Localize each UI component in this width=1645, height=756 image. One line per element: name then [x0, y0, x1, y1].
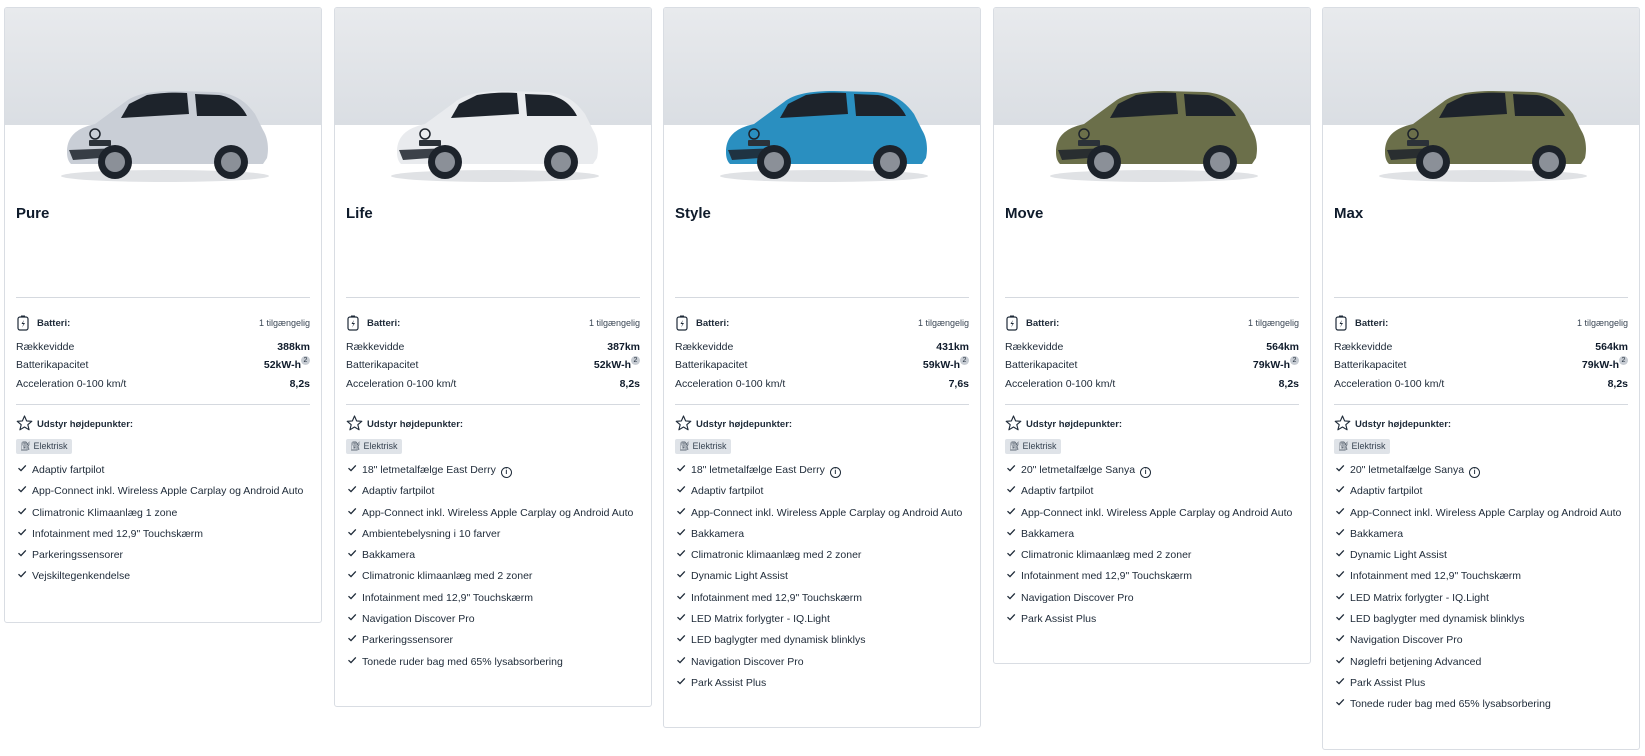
spec-range [675, 341, 969, 357]
feature-text: 20" letmetalfælge Sanya [1350, 464, 1465, 476]
info-icon[interactable]: i [1469, 467, 1480, 478]
checkmark-icon [676, 506, 686, 516]
spec-acceleration [346, 378, 640, 394]
battery-label: Batteri: [1026, 318, 1060, 329]
car-hero [335, 8, 651, 184]
battery-label: Batteri: [367, 318, 401, 329]
feature-item [346, 632, 645, 653]
divider [16, 404, 310, 405]
feature-text: Climatronic klimaanlæg med 2 zoner [1021, 549, 1192, 562]
car-image [714, 64, 934, 184]
tag-label: Elektrisk [1022, 441, 1057, 451]
car-image [1044, 64, 1264, 184]
battery-header [346, 315, 640, 333]
checkmark-icon [347, 463, 357, 473]
checkmark-icon [17, 527, 27, 537]
feature-text: Dynamic Light Assist [1350, 549, 1447, 562]
feature-text: Adaptiv fartpilot [1350, 485, 1423, 498]
feature-text: Park Assist Plus [1021, 613, 1097, 626]
battery-label: Batteri: [696, 318, 730, 329]
battery-label: Batteri: [1355, 318, 1389, 329]
divider [1005, 404, 1299, 405]
electric-tag [16, 439, 72, 454]
feature-text: 20" letmetalfælge Sanya [1021, 464, 1136, 476]
star-icon [346, 415, 363, 431]
feature-item [16, 526, 315, 547]
checkmark-icon [676, 633, 686, 643]
divider [1005, 297, 1299, 298]
feature-item [346, 462, 645, 483]
checkmark-icon [347, 527, 357, 537]
feature-text: Dynamic Light Assist [691, 570, 788, 583]
checkmark-icon [1335, 612, 1345, 622]
checkmark-icon [676, 655, 686, 665]
checkmark-icon [17, 463, 27, 473]
checkmark-icon [347, 633, 357, 643]
checkmark-icon [1006, 506, 1016, 516]
feature-text: Climatronic klimaanlæg med 2 zoner [362, 570, 533, 583]
battery-availability[interactable]: 1 tilgængelig [1576, 318, 1628, 328]
checkmark-icon [1006, 591, 1016, 601]
feature-item [1005, 568, 1304, 589]
ev-plug-icon: ⛽︎ [1009, 441, 1021, 451]
checkmark-icon [1006, 612, 1016, 622]
spec-range [16, 341, 310, 357]
feature-item [1005, 590, 1304, 611]
feature-item [1334, 547, 1633, 568]
feature-item [1005, 547, 1304, 568]
feature-item [1334, 462, 1633, 483]
model-name: Move [1005, 205, 1044, 222]
feature-text: App-Connect inkl. Wireless Apple Carplay og Android Auto [1350, 506, 1622, 519]
feature-item [346, 547, 645, 568]
spec-label: Rækkevidde [16, 341, 75, 353]
feature-item [346, 654, 645, 675]
battery-header [675, 315, 969, 333]
feature-text: Navigation Discover Pro [362, 613, 475, 626]
equipment-label: Udstyr højdepunkter: [37, 419, 134, 430]
battery-icon [347, 315, 359, 331]
spec-acceleration [1334, 378, 1628, 394]
electric-tag [675, 439, 731, 454]
spec-value: 52kW-h [593, 359, 631, 371]
spec-label: Rækkevidde [346, 341, 405, 353]
feature-list [346, 462, 645, 675]
feature-text: Parkeringssensorer [32, 549, 124, 562]
car-hero [5, 8, 321, 184]
feature-text: Bakkamera [1021, 527, 1075, 540]
model-name: Max [1334, 205, 1364, 222]
feature-text: Infotainment med 12,9" Touchskærm [362, 591, 534, 604]
battery-availability[interactable]: 1 tilgængelig [1247, 318, 1299, 328]
checkmark-icon [1335, 506, 1345, 516]
checkmark-icon [1335, 548, 1345, 558]
checkmark-icon [1006, 463, 1016, 473]
feature-text: Navigation Discover Pro [1021, 591, 1134, 604]
feature-text: Climatronic Klimaanlæg 1 zone [32, 506, 178, 519]
checkmark-icon [676, 676, 686, 686]
spec-value: 564km [1595, 341, 1628, 353]
footnote-badge[interactable]: 2 [960, 356, 969, 365]
car-image [385, 64, 605, 184]
feature-item [675, 547, 974, 568]
spec-label: Batterikapacitet [1005, 359, 1078, 371]
feature-text: Tonede ruder bag med 65% lysabsorbering [362, 655, 563, 668]
star-icon [1334, 415, 1351, 431]
feature-item [346, 611, 645, 632]
battery-header [1334, 315, 1628, 333]
spec-capacity [16, 359, 310, 375]
feature-item [1334, 654, 1633, 675]
car-hero [664, 8, 980, 184]
checkmark-icon [1006, 569, 1016, 579]
feature-text: Navigation Discover Pro [691, 655, 804, 668]
spec-range [346, 341, 640, 357]
tag-label: Elektrisk [692, 441, 727, 451]
spec-label: Batterikapacitet [1334, 359, 1407, 371]
feature-item [1334, 696, 1633, 717]
footnote-badge[interactable]: 2 [1619, 356, 1628, 365]
checkmark-icon [676, 612, 686, 622]
feature-item [346, 526, 645, 547]
feature-text: 18" letmetalfælge East Derry [362, 464, 496, 476]
feature-text: Adaptiv fartpilot [691, 485, 764, 498]
checkmark-icon [17, 484, 27, 494]
feature-list [1005, 462, 1304, 632]
feature-item [675, 611, 974, 632]
electric-tag [1005, 439, 1061, 454]
battery-icon [676, 315, 688, 331]
spec-value: 7,6s [948, 378, 969, 390]
feature-item [1334, 632, 1633, 653]
star-icon [16, 415, 33, 431]
feature-item [16, 462, 315, 483]
checkmark-icon [1335, 484, 1345, 494]
spec-value: 52kW-h [263, 359, 301, 371]
divider [16, 297, 310, 298]
divider [346, 297, 640, 298]
spec-value: 431km [936, 341, 969, 353]
divider [346, 404, 640, 405]
spec-value: 59kW-h [922, 359, 960, 371]
spec-value: 79kW-h [1581, 359, 1619, 371]
star-icon [675, 415, 692, 431]
feature-text: Climatronic klimaanlæg med 2 zoner [691, 549, 862, 562]
checkmark-icon [1006, 548, 1016, 558]
checkmark-icon [1006, 527, 1016, 537]
equipment-label: Udstyr højdepunkter: [367, 419, 464, 430]
feature-text: Ambientebelysning i 10 farver [362, 527, 501, 540]
spec-label: Acceleration 0-100 km/t [1005, 378, 1116, 390]
checkmark-icon [676, 548, 686, 558]
checkmark-icon [347, 655, 357, 665]
feature-item [1334, 590, 1633, 611]
feature-text: Bakkamera [1350, 527, 1404, 540]
checkmark-icon [17, 569, 27, 579]
footnote-badge[interactable]: 2 [631, 356, 640, 365]
checkmark-icon [1335, 527, 1345, 537]
car-hero [1323, 8, 1639, 184]
electric-tag [346, 439, 402, 454]
checkmark-icon [1335, 463, 1345, 473]
spec-label: Acceleration 0-100 km/t [16, 378, 127, 390]
footnote-badge[interactable]: 2 [1290, 356, 1299, 365]
tag-label: Elektrisk [1351, 441, 1386, 451]
battery-label: Batteri: [37, 318, 71, 329]
spec-value: 79kW-h [1252, 359, 1290, 371]
feature-text: Infotainment med 12,9" Touchskærm [1350, 570, 1522, 583]
checkmark-icon [1006, 484, 1016, 494]
checkmark-icon [1335, 655, 1345, 665]
feature-item [16, 568, 315, 589]
battery-availability[interactable]: 1 tilgængelig [917, 318, 969, 328]
feature-item [1334, 526, 1633, 547]
checkmark-icon [347, 591, 357, 601]
equipment-label: Udstyr højdepunkter: [1026, 419, 1123, 430]
feature-item [16, 483, 315, 504]
spec-range [1334, 341, 1628, 357]
feature-item [1005, 505, 1304, 526]
feature-item [675, 590, 974, 611]
battery-icon [1006, 315, 1018, 331]
feature-item [675, 505, 974, 526]
checkmark-icon [1335, 569, 1345, 579]
feature-item [675, 632, 974, 653]
info-icon[interactable]: i [1140, 467, 1151, 478]
feature-text: App-Connect inkl. Wireless Apple Carplay og Android Auto [691, 506, 963, 519]
feature-item [16, 505, 315, 526]
feature-item [675, 462, 974, 483]
feature-item [16, 547, 315, 568]
feature-text: Bakkamera [691, 527, 745, 540]
feature-text: Vejskiltegenkendelse [32, 570, 131, 583]
battery-icon [17, 315, 29, 331]
model-name: Pure [16, 205, 50, 222]
spec-label: Rækkevidde [1005, 341, 1064, 353]
feature-text: Infotainment med 12,9" Touchskærm [1021, 570, 1193, 583]
trim-card-pure[interactable] [4, 7, 322, 623]
feature-text: Infotainment med 12,9" Touchskærm [691, 591, 863, 604]
feature-item [1334, 675, 1633, 696]
spec-capacity [1005, 359, 1299, 375]
feature-item [675, 568, 974, 589]
checkmark-icon [17, 548, 27, 558]
checkmark-icon [1335, 633, 1345, 643]
checkmark-icon [676, 463, 686, 473]
feature-item [346, 568, 645, 589]
feature-item [675, 526, 974, 547]
feature-item [1005, 526, 1304, 547]
spec-value: 8,2s [289, 378, 310, 390]
checkmark-icon [1335, 591, 1345, 601]
equipment-label: Udstyr højdepunkter: [1355, 419, 1452, 430]
feature-item [1334, 568, 1633, 589]
feature-text: LED baglygter med dynamisk blinklys [1350, 613, 1525, 626]
feature-text: LED baglygter med dynamisk blinklys [691, 634, 866, 647]
feature-item [1005, 462, 1304, 483]
model-name: Style [675, 205, 711, 222]
spec-label: Acceleration 0-100 km/t [346, 378, 457, 390]
car-hero [994, 8, 1310, 184]
checkmark-icon [1335, 676, 1345, 686]
battery-availability[interactable]: 1 tilgængelig [588, 318, 640, 328]
trim-card-style[interactable] [663, 7, 981, 728]
divider [675, 297, 969, 298]
divider [1334, 404, 1628, 405]
feature-text: Adaptiv fartpilot [362, 485, 435, 498]
checkmark-icon [347, 569, 357, 579]
spec-capacity [675, 359, 969, 375]
ev-plug-icon: ⛽︎ [350, 441, 362, 451]
feature-text: Adaptiv fartpilot [32, 464, 105, 476]
feature-item [675, 654, 974, 675]
feature-text: App-Connect inkl. Wireless Apple Carplay og Android Auto [362, 506, 634, 519]
car-image [1373, 64, 1593, 184]
spec-acceleration [1005, 378, 1299, 394]
spec-label: Rækkevidde [1334, 341, 1393, 353]
battery-icon [1335, 315, 1347, 331]
feature-text: App-Connect inkl. Wireless Apple Carplay og Android Auto [32, 485, 304, 498]
feature-text: Adaptiv fartpilot [1021, 485, 1094, 498]
battery-header [16, 315, 310, 333]
spec-capacity [1334, 359, 1628, 375]
feature-item [346, 505, 645, 526]
feature-item [1334, 483, 1633, 504]
checkmark-icon [676, 569, 686, 579]
trim-card-max[interactable] [1322, 7, 1640, 750]
info-icon[interactable]: i [830, 467, 841, 478]
spec-value: 388km [277, 341, 310, 353]
battery-availability[interactable]: 1 tilgængelig [258, 318, 310, 328]
model-name: Life [346, 205, 373, 222]
tag-label: Elektrisk [363, 441, 398, 451]
footnote-badge[interactable]: 2 [301, 356, 310, 365]
feature-item [1005, 611, 1304, 632]
feature-item [1334, 611, 1633, 632]
feature-item [675, 675, 974, 696]
feature-text: 18" letmetalfælge East Derry [691, 464, 825, 476]
feature-item [675, 483, 974, 504]
spec-label: Acceleration 0-100 km/t [1334, 378, 1445, 390]
info-icon[interactable]: i [501, 467, 512, 478]
checkmark-icon [676, 591, 686, 601]
spec-label: Acceleration 0-100 km/t [675, 378, 786, 390]
electric-tag [1334, 439, 1390, 454]
ev-plug-icon: ⛽︎ [20, 441, 32, 451]
checkmark-icon [17, 506, 27, 516]
spec-label: Batterikapacitet [16, 359, 89, 371]
spec-range [1005, 341, 1299, 357]
spec-value: 8,2s [619, 378, 640, 390]
checkmark-icon [676, 484, 686, 494]
feature-text: LED Matrix forlygter - IQ.Light [691, 613, 830, 626]
spec-acceleration [16, 378, 310, 394]
feature-list [675, 462, 974, 696]
feature-text: Parkeringssensorer [362, 634, 454, 647]
spec-value: 564km [1266, 341, 1299, 353]
feature-item [346, 590, 645, 611]
feature-list [1334, 462, 1633, 718]
trim-card-life[interactable] [334, 7, 652, 707]
tag-label: Elektrisk [33, 441, 68, 451]
feature-text: Bakkamera [362, 549, 416, 562]
feature-text: Nøglefri betjening Advanced [1350, 655, 1482, 668]
checkmark-icon [347, 506, 357, 516]
spec-label: Batterikapacitet [675, 359, 748, 371]
equipment-label: Udstyr højdepunkter: [696, 419, 793, 430]
feature-text: Navigation Discover Pro [1350, 634, 1463, 647]
spec-value: 387km [607, 341, 640, 353]
checkmark-icon [347, 484, 357, 494]
divider [1334, 297, 1628, 298]
ev-plug-icon: ⛽︎ [679, 441, 691, 451]
feature-text: Infotainment med 12,9" Touchskærm [32, 527, 204, 540]
feature-item [1005, 483, 1304, 504]
battery-header [1005, 315, 1299, 333]
star-icon [1005, 415, 1022, 431]
divider [675, 404, 969, 405]
spec-value: 8,2s [1278, 378, 1299, 390]
feature-text: App-Connect inkl. Wireless Apple Carplay og Android Auto [1021, 506, 1293, 519]
ev-plug-icon: ⛽︎ [1338, 441, 1350, 451]
spec-value: 8,2s [1607, 378, 1628, 390]
spec-capacity [346, 359, 640, 375]
car-image [55, 64, 275, 184]
spec-label: Rækkevidde [675, 341, 734, 353]
feature-text: Park Assist Plus [691, 676, 767, 689]
feature-item [1334, 505, 1633, 526]
checkmark-icon [347, 548, 357, 558]
feature-text: Tonede ruder bag med 65% lysabsorbering [1350, 698, 1551, 711]
checkmark-icon [676, 527, 686, 537]
trim-card-move[interactable] [993, 7, 1311, 664]
feature-text: Park Assist Plus [1350, 676, 1426, 689]
feature-item [346, 483, 645, 504]
checkmark-icon [1335, 697, 1345, 707]
checkmark-icon [347, 612, 357, 622]
feature-list [16, 462, 315, 590]
spec-label: Batterikapacitet [346, 359, 419, 371]
spec-acceleration [675, 378, 969, 394]
feature-text: LED Matrix forlygter - IQ.Light [1350, 591, 1489, 604]
